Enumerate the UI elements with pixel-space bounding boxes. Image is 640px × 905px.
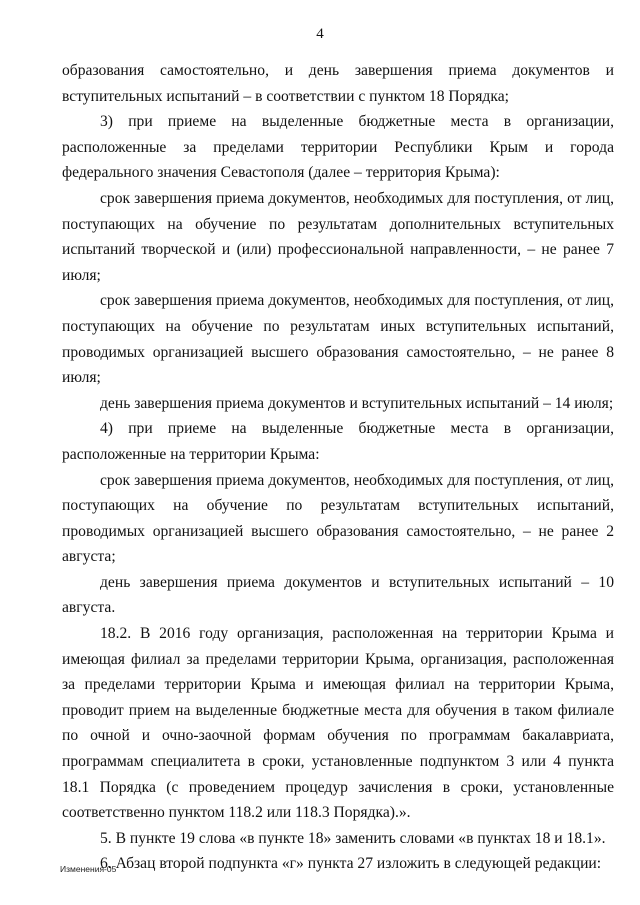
paragraph-continuation: образования самостоятельно, и день завершения приема документов и вступительных испытаний – в соответствии с пунктом 18 Порядка; <box>62 62 614 105</box>
paragraph-18-2: 18.2. В 2016 году организация, расположенная на территории Крыма и имеющая филиал за пределами территории Крыма, организация, расположенная за пределами территории Крыма и имеющая филиал на территории Крыма, проводит прием на выделенные бюджетные места для обучения в таком филиале по очной и очно-заочной формам обучения по программам бакалавриата, программам специалитета в сроки, установленные подпунктом 3 или 4 пункта 18.1 Порядка (с проведением процедур зачисления в сроки, установленные соответственно пунктом 118.2 или 118.3 Порядка).». <box>62 625 614 822</box>
page-number: 4 <box>316 26 324 42</box>
footer-label: Изменения-05 <box>60 864 117 874</box>
paragraph-deadline-other: срок завершения приема документов, необходимых для поступления, от лиц, поступающих на обучение по результатам иных вступительных испытаний, проводимых организацией высшего образования самостоятельно, – не ранее 8 июля; <box>62 292 614 387</box>
paragraph-end-date-august: день завершения приема документов и вступительных испытаний – 10 августа. <box>62 573 614 617</box>
paragraph-deadline-august: срок завершения приема документов, необходимых для поступления, от лиц, поступающих на обучение по результатам вступительных испытаний, проводимых организацией высшего образования самостоятельно, – не ранее 2 августа; <box>62 471 614 566</box>
paragraph-item-4: 4) при приеме на выделенные бюджетные места в организации, расположенные на территории Крыма: <box>62 420 614 463</box>
paragraph-item-6: 6. Абзац второй подпункта «г» пункта 27 изложить в следующей редакции: <box>100 855 602 873</box>
paragraph-item-5: 5. В пункте 19 слова «в пункте 18» заменить словами «в пунктах 18 и 18.1». <box>100 829 606 847</box>
paragraph-item-3: 3) при приеме на выделенные бюджетные места в организации, расположенные за пределами территории Республики Крым и города федерального значения Севастополя (далее – территория Крыма): <box>62 113 614 182</box>
paragraph-deadline-creative: срок завершения приема документов, необходимых для поступления, от лиц, поступающих на обучение по результатам дополнительных вступительных испытаний творческой и (или) профессиональной направленности, – не ранее 7 июля; <box>62 189 614 284</box>
paragraph-end-date-july: день завершения приема документов и вступительных испытаний – 14 июля; <box>100 394 614 412</box>
document-body <box>62 58 614 877</box>
